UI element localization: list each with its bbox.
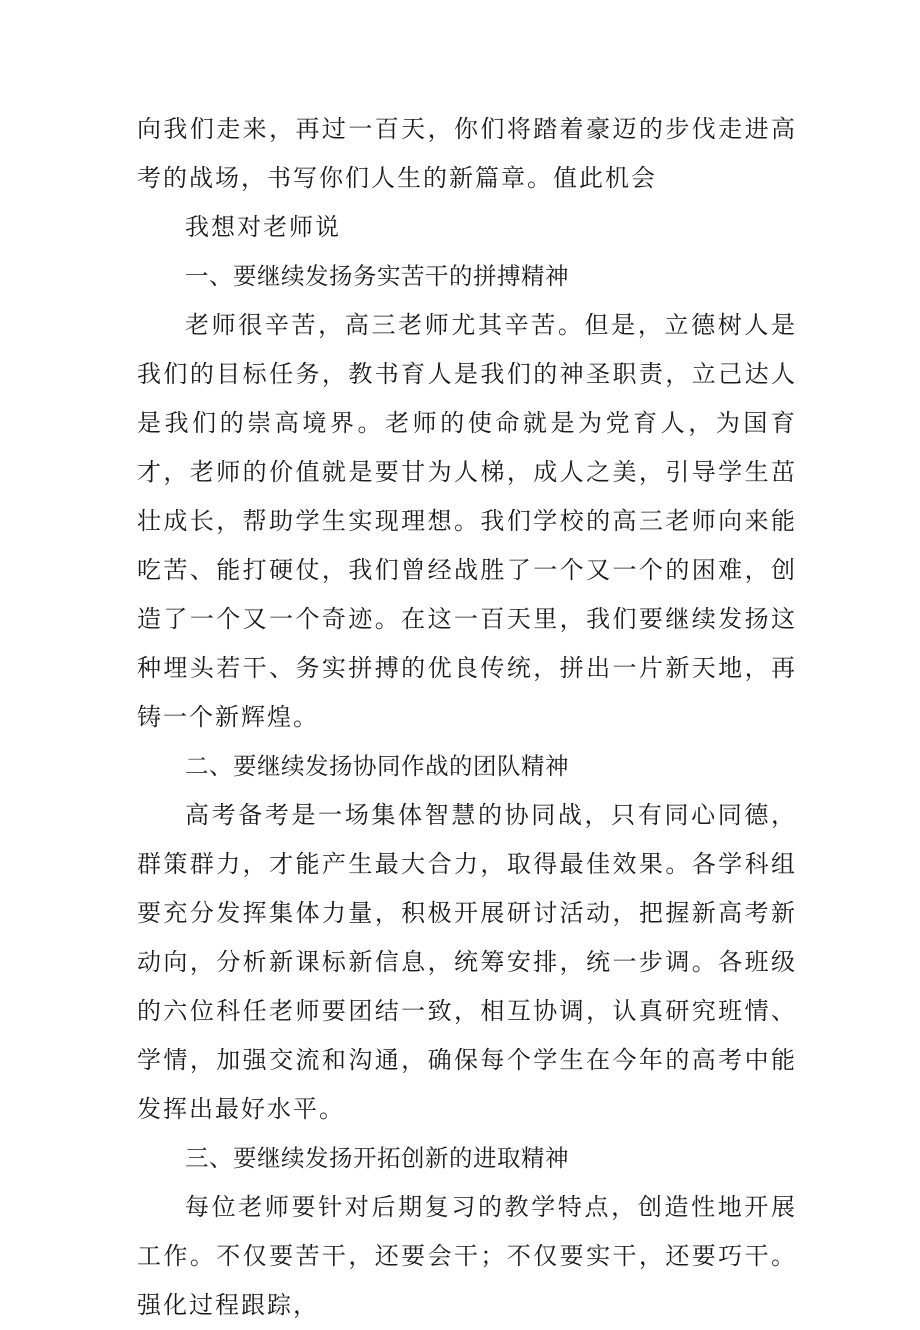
section-1-body: 老师很辛苦，高三老师尤其辛苦。但是，立德树人是我们的目标任务，教书育人是我们的神圣职责，立己达人是我们的崇高境界。老师的使命就是为党育人，为国育才，老师的价值就是要甘为人梯，成人之美，引导学生茁壮成长，帮助学生实现理想。我们学校的高三老师向来能吃苦、能打硬仗，我们曾经战胜了一个又一个的困难，创造了一个又一个奇迹。在这一百天里，我们要继续发扬这种埋头若干、务实拼搏的优良传统，拼出一片新天地，再铸一个新辉煌。 (137, 311, 797, 731)
section-2-body: 高考备考是一场集体智慧的协同战，只有同心同德，群策群力，才能产生最大合力，取得最佳效果。各学科组要充分发挥集体力量，积极开展研讨活动，把握新高考新动向，分析新课标新信息，统筹安排，统一步调。各班级的六位科任老师要团结一致，相互协调，认真研究班情、学情，加强交流和沟通，确保每个学生在今年的高考中能发挥出最好水平。 (137, 801, 797, 1123)
document-body (137, 105, 797, 1330)
section-2-heading: 二、要继续发扬协同作战的团队精神 (185, 752, 569, 780)
addressee-line: 我想对老师说 (185, 213, 341, 241)
section-3-heading: 三、要继续发扬开拓创新的进取精神 (185, 1144, 569, 1172)
intro-paragraph: 向我们走来，再过一百天，你们将踏着豪迈的步伐走进高考的战场，书写你们人生的新篇章。值此机会 (137, 115, 797, 192)
section-3-body: 每位老师要针对后期复习的教学特点，创造性地开展工作。不仅要苦干，还要会干；不仅要实干，还要巧干。强化过程跟踪， (137, 1193, 797, 1319)
section-1-heading: 一、要继续发扬务实苦干的拼搏精神 (185, 262, 569, 290)
